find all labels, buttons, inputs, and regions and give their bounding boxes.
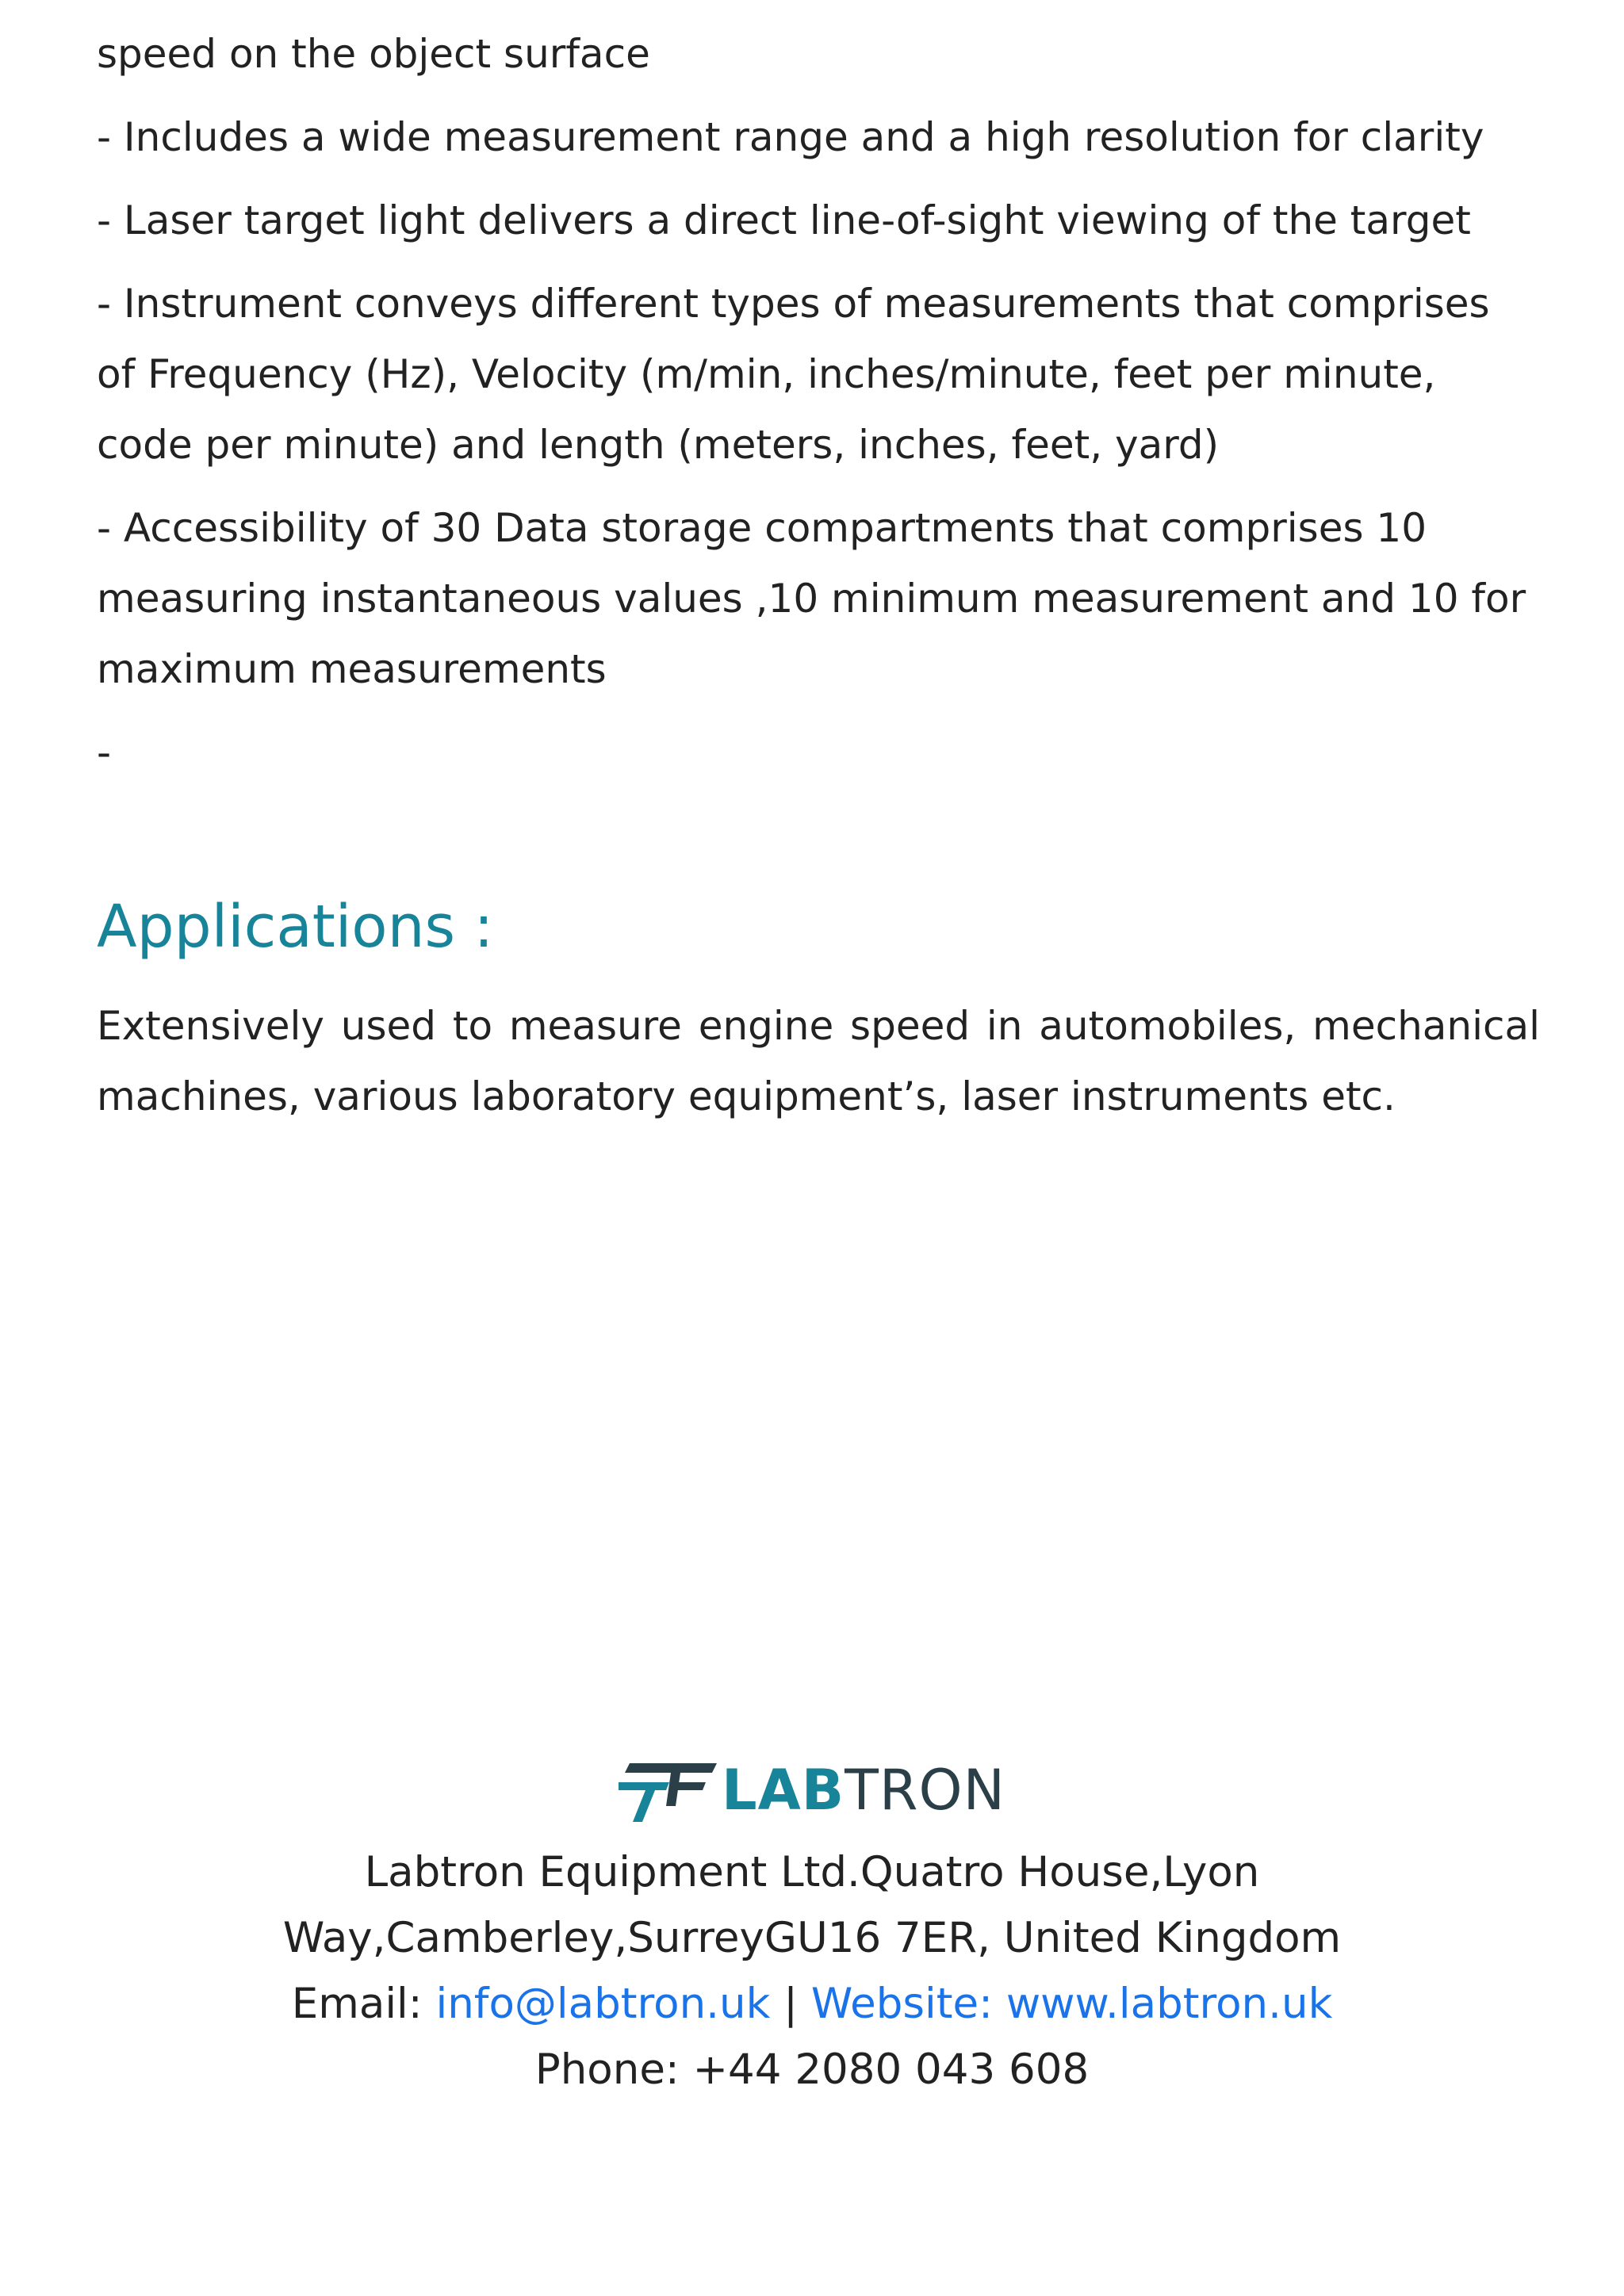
website-link[interactable]: Website: www.labtron.uk [810,1980,1333,2028]
feature-item: speed on the object surface [97,31,650,77]
address-line-2: Way,Camberley,SurreyGU16 7ER, United Kingdom [282,1914,1342,1962]
feature-item: - Laser target light delivers a direct line-of-sight viewing of the target [97,197,1471,243]
email-link[interactable]: info@labtron.uk [435,1980,771,2028]
feature-item: - Includes a wide measurement range and a high resolution for clarity [97,114,1484,160]
contact-block [0,1839,1624,2103]
logo-lab-text: LAB [722,1758,845,1823]
features-list [97,19,1540,801]
phone-line: Phone: +44 2080 043 608 [534,2045,1090,2094]
feature-item: - Instrument conveys different types of measurements that comprises of Frequency (Hz), Velocity (m/min, inches/minute, feet per minute, code per minute) and length (meters, inches, feet, yard) [97,281,1490,468]
labtron-logo [619,1752,1005,1828]
applications-text: Extensively used to measure engine speed in automobiles, mechanical machines, various laboratory equipment’s, laser instruments etc. [97,1003,1540,1119]
email-label: Email: [291,1980,436,2028]
labtron-wordmark [722,1752,1005,1828]
logo-tron-text: TRON [845,1758,1005,1823]
feature-item: - Accessibility of 30 Data storage compartments that comprises 10 measuring instantaneous values ,10 minimum measurement and 10 for maximum measurements [97,505,1526,692]
footer [0,1752,1624,2103]
address-line-1: Labtron Equipment Ltd.Quatro House,Lyon [364,1848,1260,1896]
feature-item: - [97,729,112,775]
applications-heading: Applications : [97,893,494,961]
labtron-logo-icon [619,1758,717,1822]
separator: | [770,1980,811,2028]
contact-line [0,1971,1624,2037]
